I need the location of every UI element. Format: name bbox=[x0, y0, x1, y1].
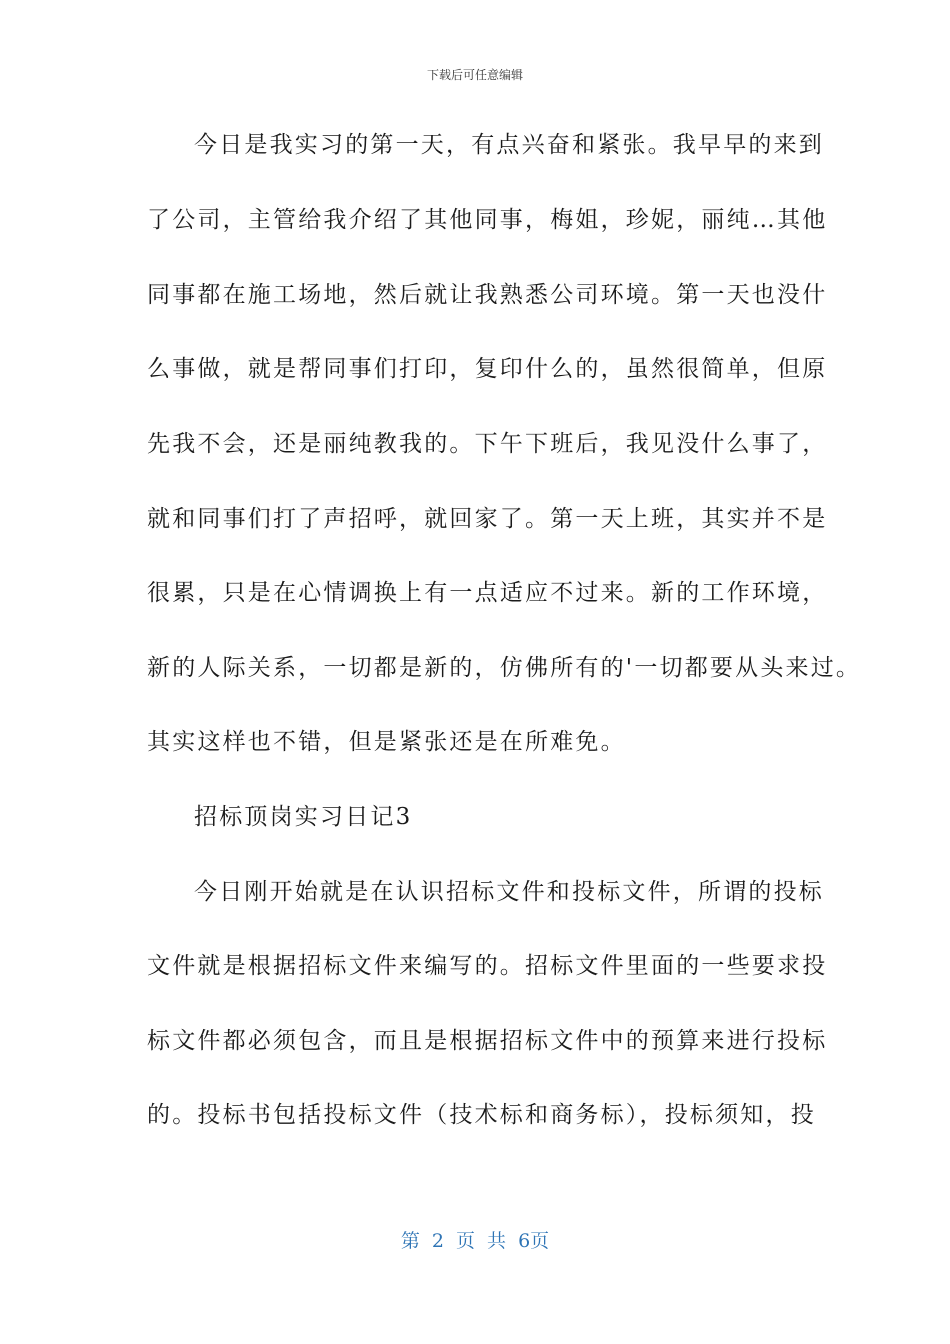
paragraph-line: 先我不会，还是丽纯教我的。下午下班后，我见没什么事了， bbox=[147, 431, 828, 457]
paragraph-line: 同事都在施工场地，然后就让我熟悉公司环境。第一天也没什 bbox=[147, 282, 828, 308]
paragraph-line: 标文件都必须包含，而且是根据招标文件中的预算来进行投标 bbox=[147, 1028, 828, 1054]
paragraph-line: 其实这样也不错，但是紧张还是在所难免。 bbox=[147, 729, 626, 755]
paragraph-line: 了公司，主管给我介绍了其他同事，梅姐，珍妮，丽纯…其他 bbox=[147, 207, 828, 233]
page-header: 下载后可任意编辑 bbox=[426, 68, 523, 82]
paragraph-line: 今日是我实习的第一天，有点兴奋和紧张。我早早的来到 bbox=[194, 132, 824, 158]
section-heading: 招标顶岗实习日记3 bbox=[194, 804, 413, 830]
paragraph-line: 很累，只是在心情调换上有一点适应不过来。新的工作环境， bbox=[147, 580, 828, 606]
paragraph-line: 就和同事们打了声招呼，就回家了。第一天上班，其实并不是 bbox=[147, 506, 828, 532]
paragraph-line: 新的人际关系，一切都是新的，仿佛所有的'一切都要从头来过。 bbox=[147, 655, 862, 681]
paragraph-line: 文件就是根据招标文件来编写的。招标文件里面的一些要求投 bbox=[147, 953, 828, 979]
paragraph-line: 的。投标书包括投标文件（技术标和商务标），投标须知，投 bbox=[147, 1102, 816, 1128]
paragraph-line: 么事做，就是帮同事们打印，复印什么的，虽然很简单，但原 bbox=[147, 356, 828, 382]
page-number-footer: 第 2 页 共 6页 bbox=[400, 1230, 550, 1252]
paragraph-line: 今日刚开始就是在认识招标文件和投标文件，所谓的投标 bbox=[194, 879, 824, 905]
